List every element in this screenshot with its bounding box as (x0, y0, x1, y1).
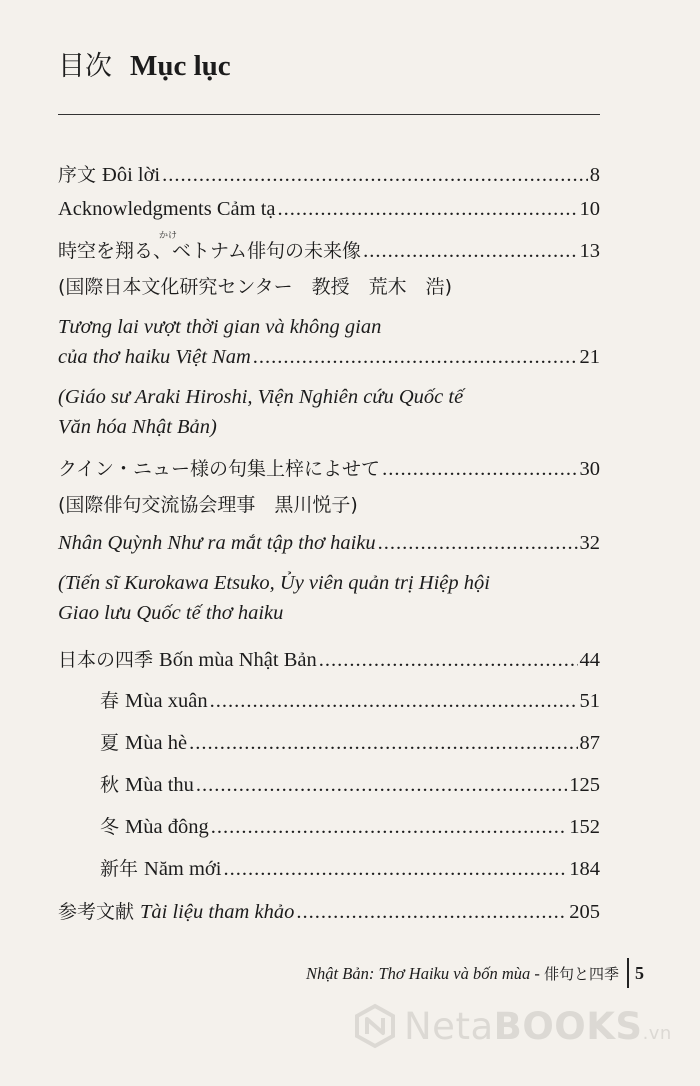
page-number: 32 (579, 532, 600, 554)
entry-label-vi: Mùa xuân (125, 690, 208, 712)
page-title (58, 48, 231, 85)
entry-label-jp: 春 (100, 690, 120, 712)
entry-label-vi: Mùa đông (125, 816, 209, 838)
dot-leader (277, 198, 577, 221)
page-number: 10 (579, 198, 600, 220)
dot-leader (319, 649, 578, 672)
toc-entry-summer[interactable] (100, 728, 600, 758)
entry-label-jp: 参考文献 (58, 901, 135, 923)
entry-label-vi: Năm mới (144, 858, 222, 880)
entry-label-vi: Đôi lời (102, 164, 161, 186)
entry-label-jp: 新年 (100, 858, 139, 880)
title-divider (58, 114, 600, 115)
entry-label: của thơ haiku Việt Nam (58, 346, 251, 368)
footer-title-vi: Nhật Bản: Thơ Haiku và bốn mùa - (306, 963, 544, 983)
page-number: 13 (579, 240, 600, 262)
toc-entry-kurokawa-vi[interactable] (58, 532, 600, 562)
dot-leader (253, 346, 578, 369)
footer-page-number: 5 (635, 962, 644, 983)
entry-label-jp: 秋 (100, 774, 120, 796)
entry-label-jp: 日本の四季 (58, 649, 154, 671)
entry-label: Nhân Quỳnh Như ra mắt tập thơ haiku (58, 532, 376, 554)
page-number: 184 (569, 858, 600, 880)
entry-label-jp: 時空を翔る、ベトナム俳句の未来像 (58, 240, 362, 262)
page-number: 8 (589, 164, 600, 186)
toc-entry-araki-vi[interactable] (58, 346, 600, 376)
toc-entry-references[interactable] (58, 897, 600, 927)
entry-label: Acknowledgments Cảm tạ (58, 198, 276, 220)
toc-entry-kurokawa-jp[interactable] (58, 454, 600, 484)
author-line-kurokawa-vi-2: Giao lưu Quốc tế thơ haiku (58, 602, 284, 624)
entry-line-araki-vi-1: Tương lai vượt thời gian và không gian (58, 316, 382, 338)
furigana-kake: かけ (159, 231, 178, 241)
page-number: 125 (569, 774, 600, 796)
entry-label-jp: クイン・ニュー様の句集上梓によせて (58, 458, 381, 480)
dot-leader (210, 690, 578, 713)
dot-leader (189, 732, 577, 755)
page-number: 30 (579, 458, 600, 480)
dot-leader (223, 858, 567, 881)
author-line-araki-vi-2: Văn hóa Nhật Bản) (58, 416, 217, 438)
page-number: 44 (579, 649, 600, 671)
toc-entry-acknowledgments[interactable] (58, 198, 600, 228)
footer-divider (627, 958, 629, 988)
title-vi: Mục lục (130, 50, 231, 82)
page-number: 87 (579, 732, 600, 754)
toc-entry-four-seasons[interactable] (58, 645, 600, 675)
title-jp: 目次 (58, 51, 112, 82)
toc-entry-winter[interactable] (100, 812, 600, 842)
watermark (352, 1003, 672, 1049)
toc-entry-new-year[interactable] (100, 854, 600, 884)
dot-leader (162, 164, 588, 187)
author-line-araki-jp: (国際日本文化研究センター 教授 荒木 浩) (58, 276, 453, 298)
page-number: 21 (579, 346, 600, 368)
entry-label-vi: Tài liệu tham khảo (140, 901, 295, 923)
author-line-kurokawa-jp: (国際俳句交流協会理事 黒川悦子) (58, 494, 358, 516)
entry-label-jp: 夏 (100, 732, 120, 754)
toc-entry-autumn[interactable] (100, 770, 600, 800)
entry-label-vi: Mùa hè (125, 732, 188, 754)
page-number: 51 (579, 690, 600, 712)
dot-leader (378, 532, 578, 555)
page-number: 152 (569, 816, 600, 838)
entry-label-jp: 序文 (58, 164, 97, 186)
entry-label-vi: Mùa thu (125, 774, 194, 796)
dot-leader (196, 774, 567, 797)
toc-entry-preface[interactable] (58, 160, 600, 190)
footer-title-jp: 俳句と四季 (543, 964, 619, 983)
entry-label-jp: 冬 (100, 816, 120, 838)
page-number: 205 (569, 901, 600, 923)
dot-leader (382, 458, 577, 481)
author-line-kurokawa-vi-1: (Tiến sĩ Kurokawa Etsuko, Ủy viên quản trị Hiệp hội (58, 572, 490, 594)
netabooks-logo-icon (352, 1003, 398, 1049)
watermark-text: NetaBOOKS.vn (404, 1004, 672, 1048)
toc-entry-spring[interactable] (100, 686, 600, 716)
toc-entry-araki-jp[interactable] (58, 236, 600, 266)
dot-leader (211, 816, 568, 839)
author-line-araki-vi-1: (Giáo sư Araki Hiroshi, Viện Nghiên cứu Quốc tế (58, 386, 464, 408)
dot-leader (363, 240, 577, 263)
entry-label-vi: Bốn mùa Nhật Bản (159, 649, 317, 671)
dot-leader (296, 901, 567, 924)
running-footer (306, 958, 644, 988)
